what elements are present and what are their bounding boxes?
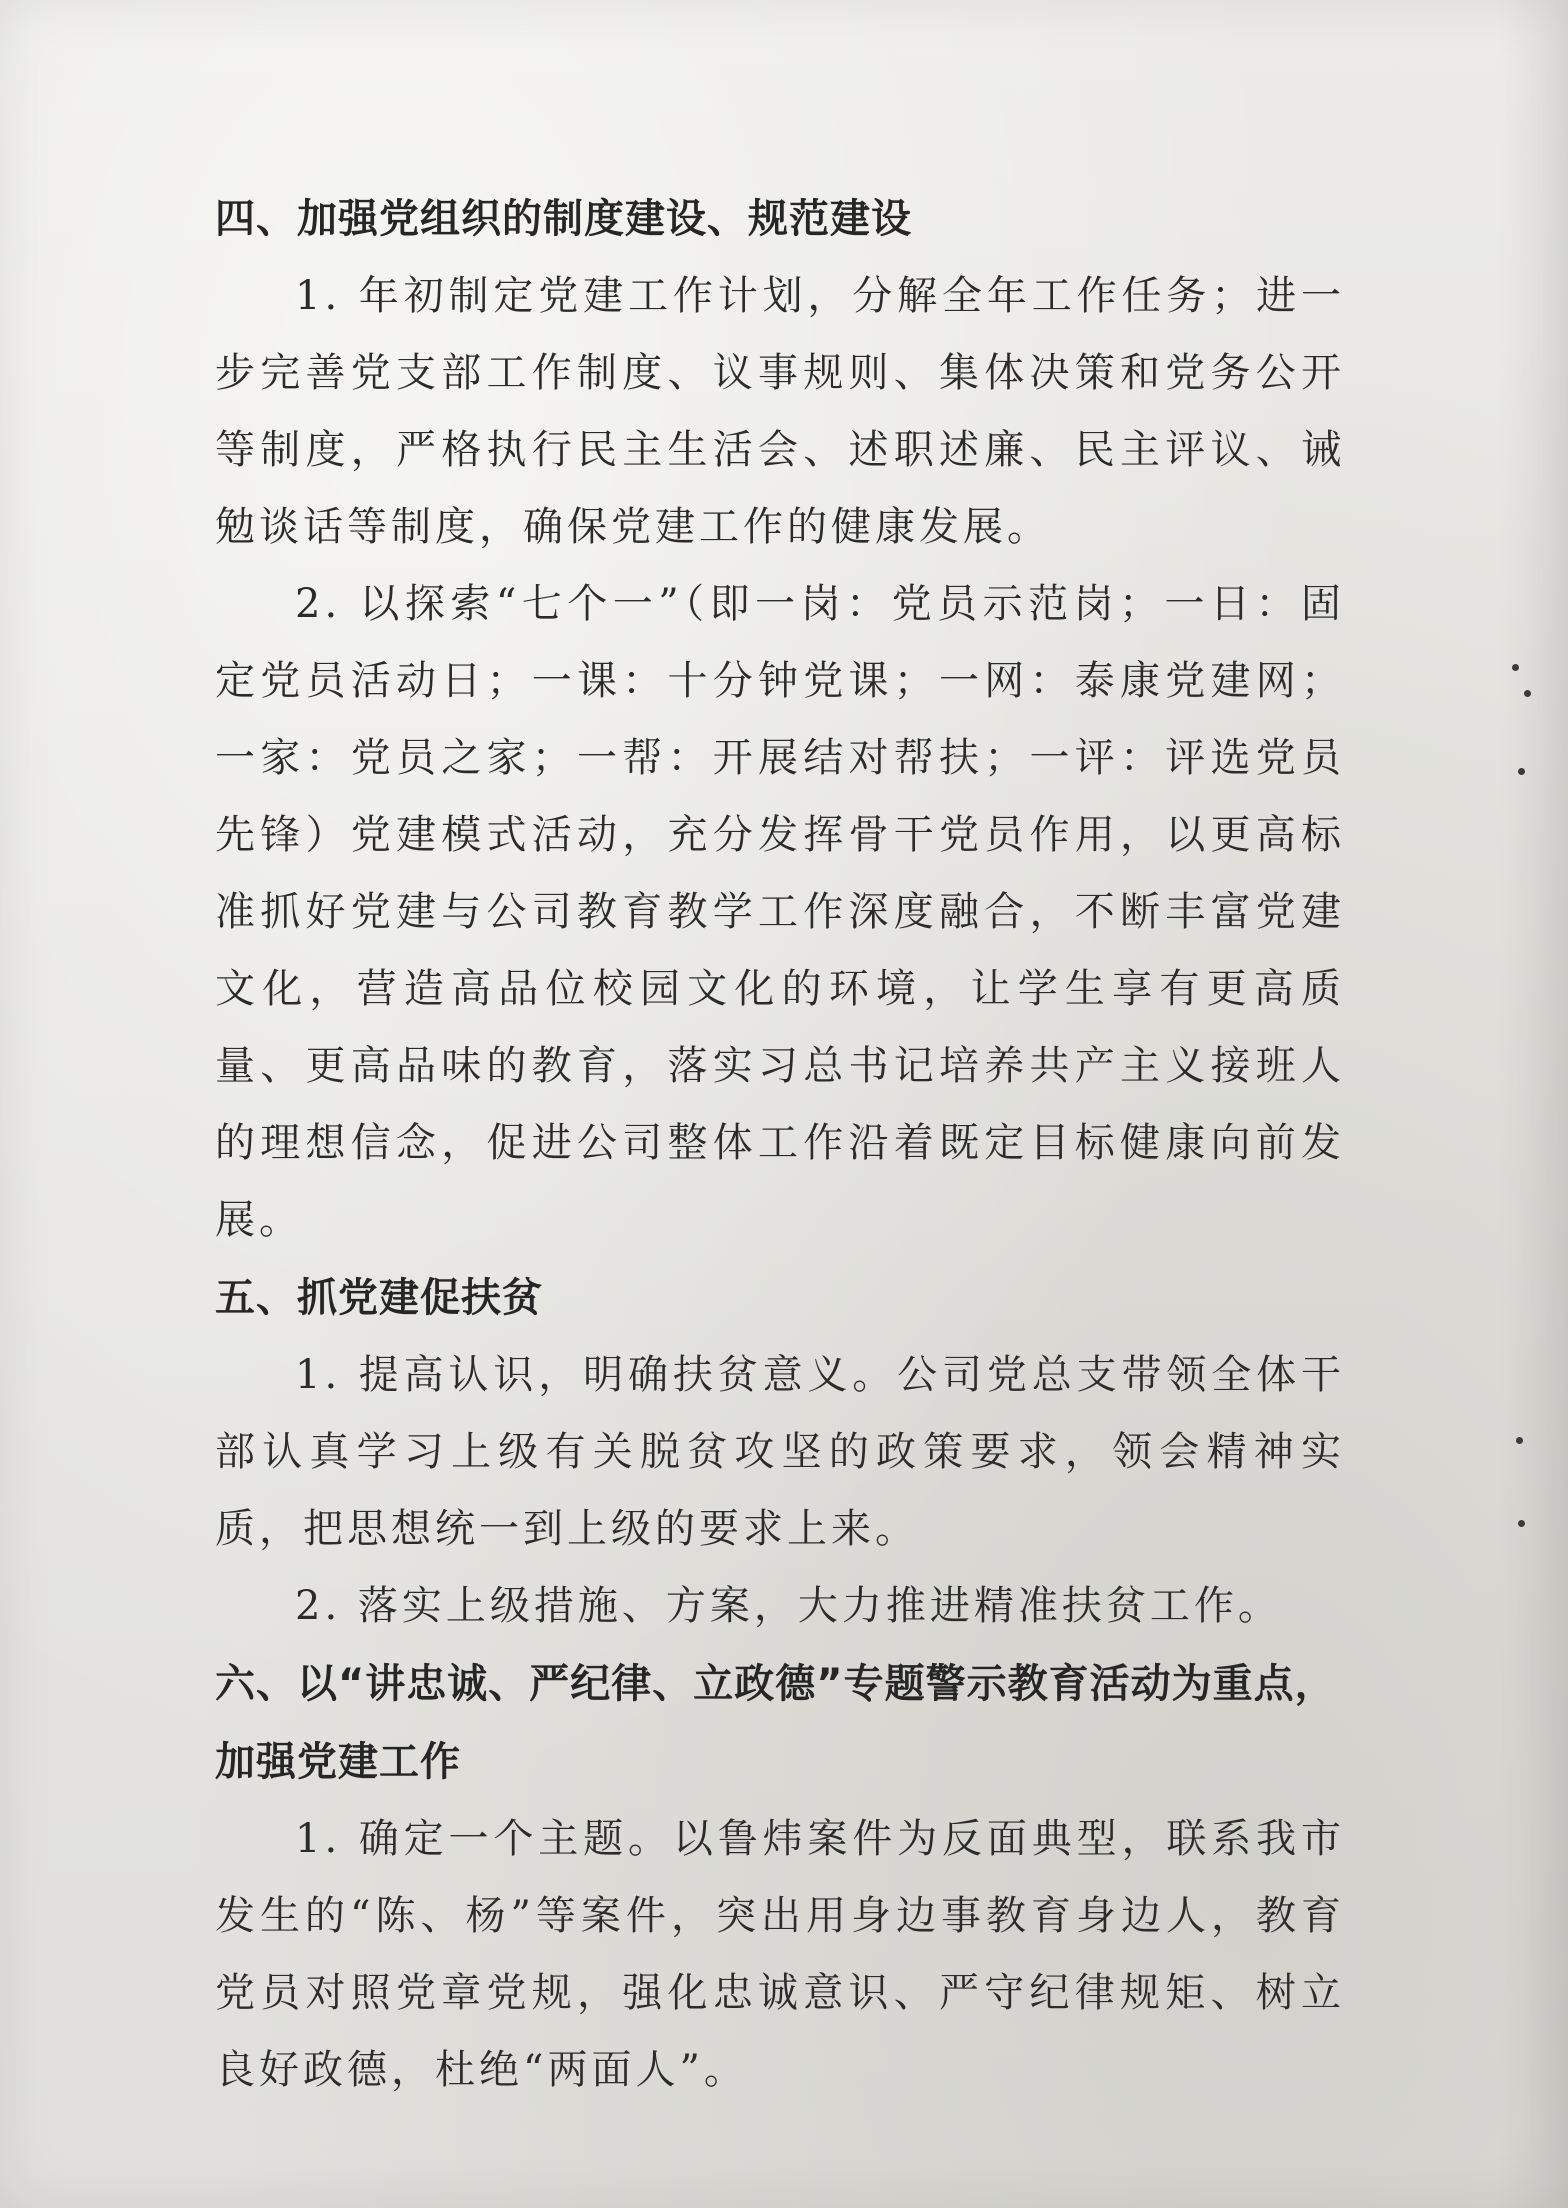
section-4-item-2: 2. 以探索“七个一”（即一岗：党员示范岗；一日：固定党员活动日；一课：十分钟党课；一网：泰康党建网；一家：党员之家；一帮：开展结对帮扶；一评：评选党员先锋）党建模式活动，充分发挥骨干党员作用，以更高标准抓好党建与公司教育教学工作深度融合，不断丰富党建文化，营造高品位校园文化的环境，让学生享有更高质量、更高品味的教育，落实习总书记培养共产主义接班人的理想信念，促进公司整体工作沿着既定目标健康向前发展。 [215, 581, 1345, 1243]
ink-speck [1512, 664, 1519, 671]
section-heading-5: 五、抓党建促扶贫 [215, 1275, 543, 1321]
paper-edge-shadow [1498, 0, 1568, 2208]
ink-speck [1516, 1437, 1523, 1444]
document-body [215, 180, 1345, 2109]
section-heading-4: 四、加强党组织的制度建设、规范建设 [215, 196, 912, 242]
ink-speck [1524, 690, 1531, 697]
section-5-item-2: 2. 落实上级措施、方案，大力推进精准扶贫工作。 [295, 1583, 1282, 1629]
ink-speck [1518, 1520, 1525, 1527]
section-5-item-1: 1. 提高认识，明确扶贫意义。公司党总支带领全体干部认真学习上级有关脱贫攻坚的政策要求，领会精神实质，把思想统一到上级的要求上来。 [215, 1352, 1345, 1552]
section-4-item-1: 1. 年初制定党建工作计划，分解全年工作任务；进一步完善党支部工作制度、议事规则、集体决策和党务公开等制度，严格执行民主生活会、述职述廉、民主评议、诫勉谈话等制度，确保党建工作的健康发展。 [215, 273, 1345, 550]
ink-speck [1518, 768, 1525, 775]
section-6-item-1: 1. 确定一个主题。以鲁炜案件为反面典型，联系我市发生的“陈、杨”等案件，突出用身边事教育身边人，教育党员对照党章党规，强化忠诚意识、严守纪律规矩、树立良好政德，杜绝“两面人”。 [215, 1816, 1345, 2093]
section-heading-6: 六、以“讲忠诚、严纪律、立政德”专题警示教育活动为重点，加强党建工作 [215, 1661, 1336, 1785]
